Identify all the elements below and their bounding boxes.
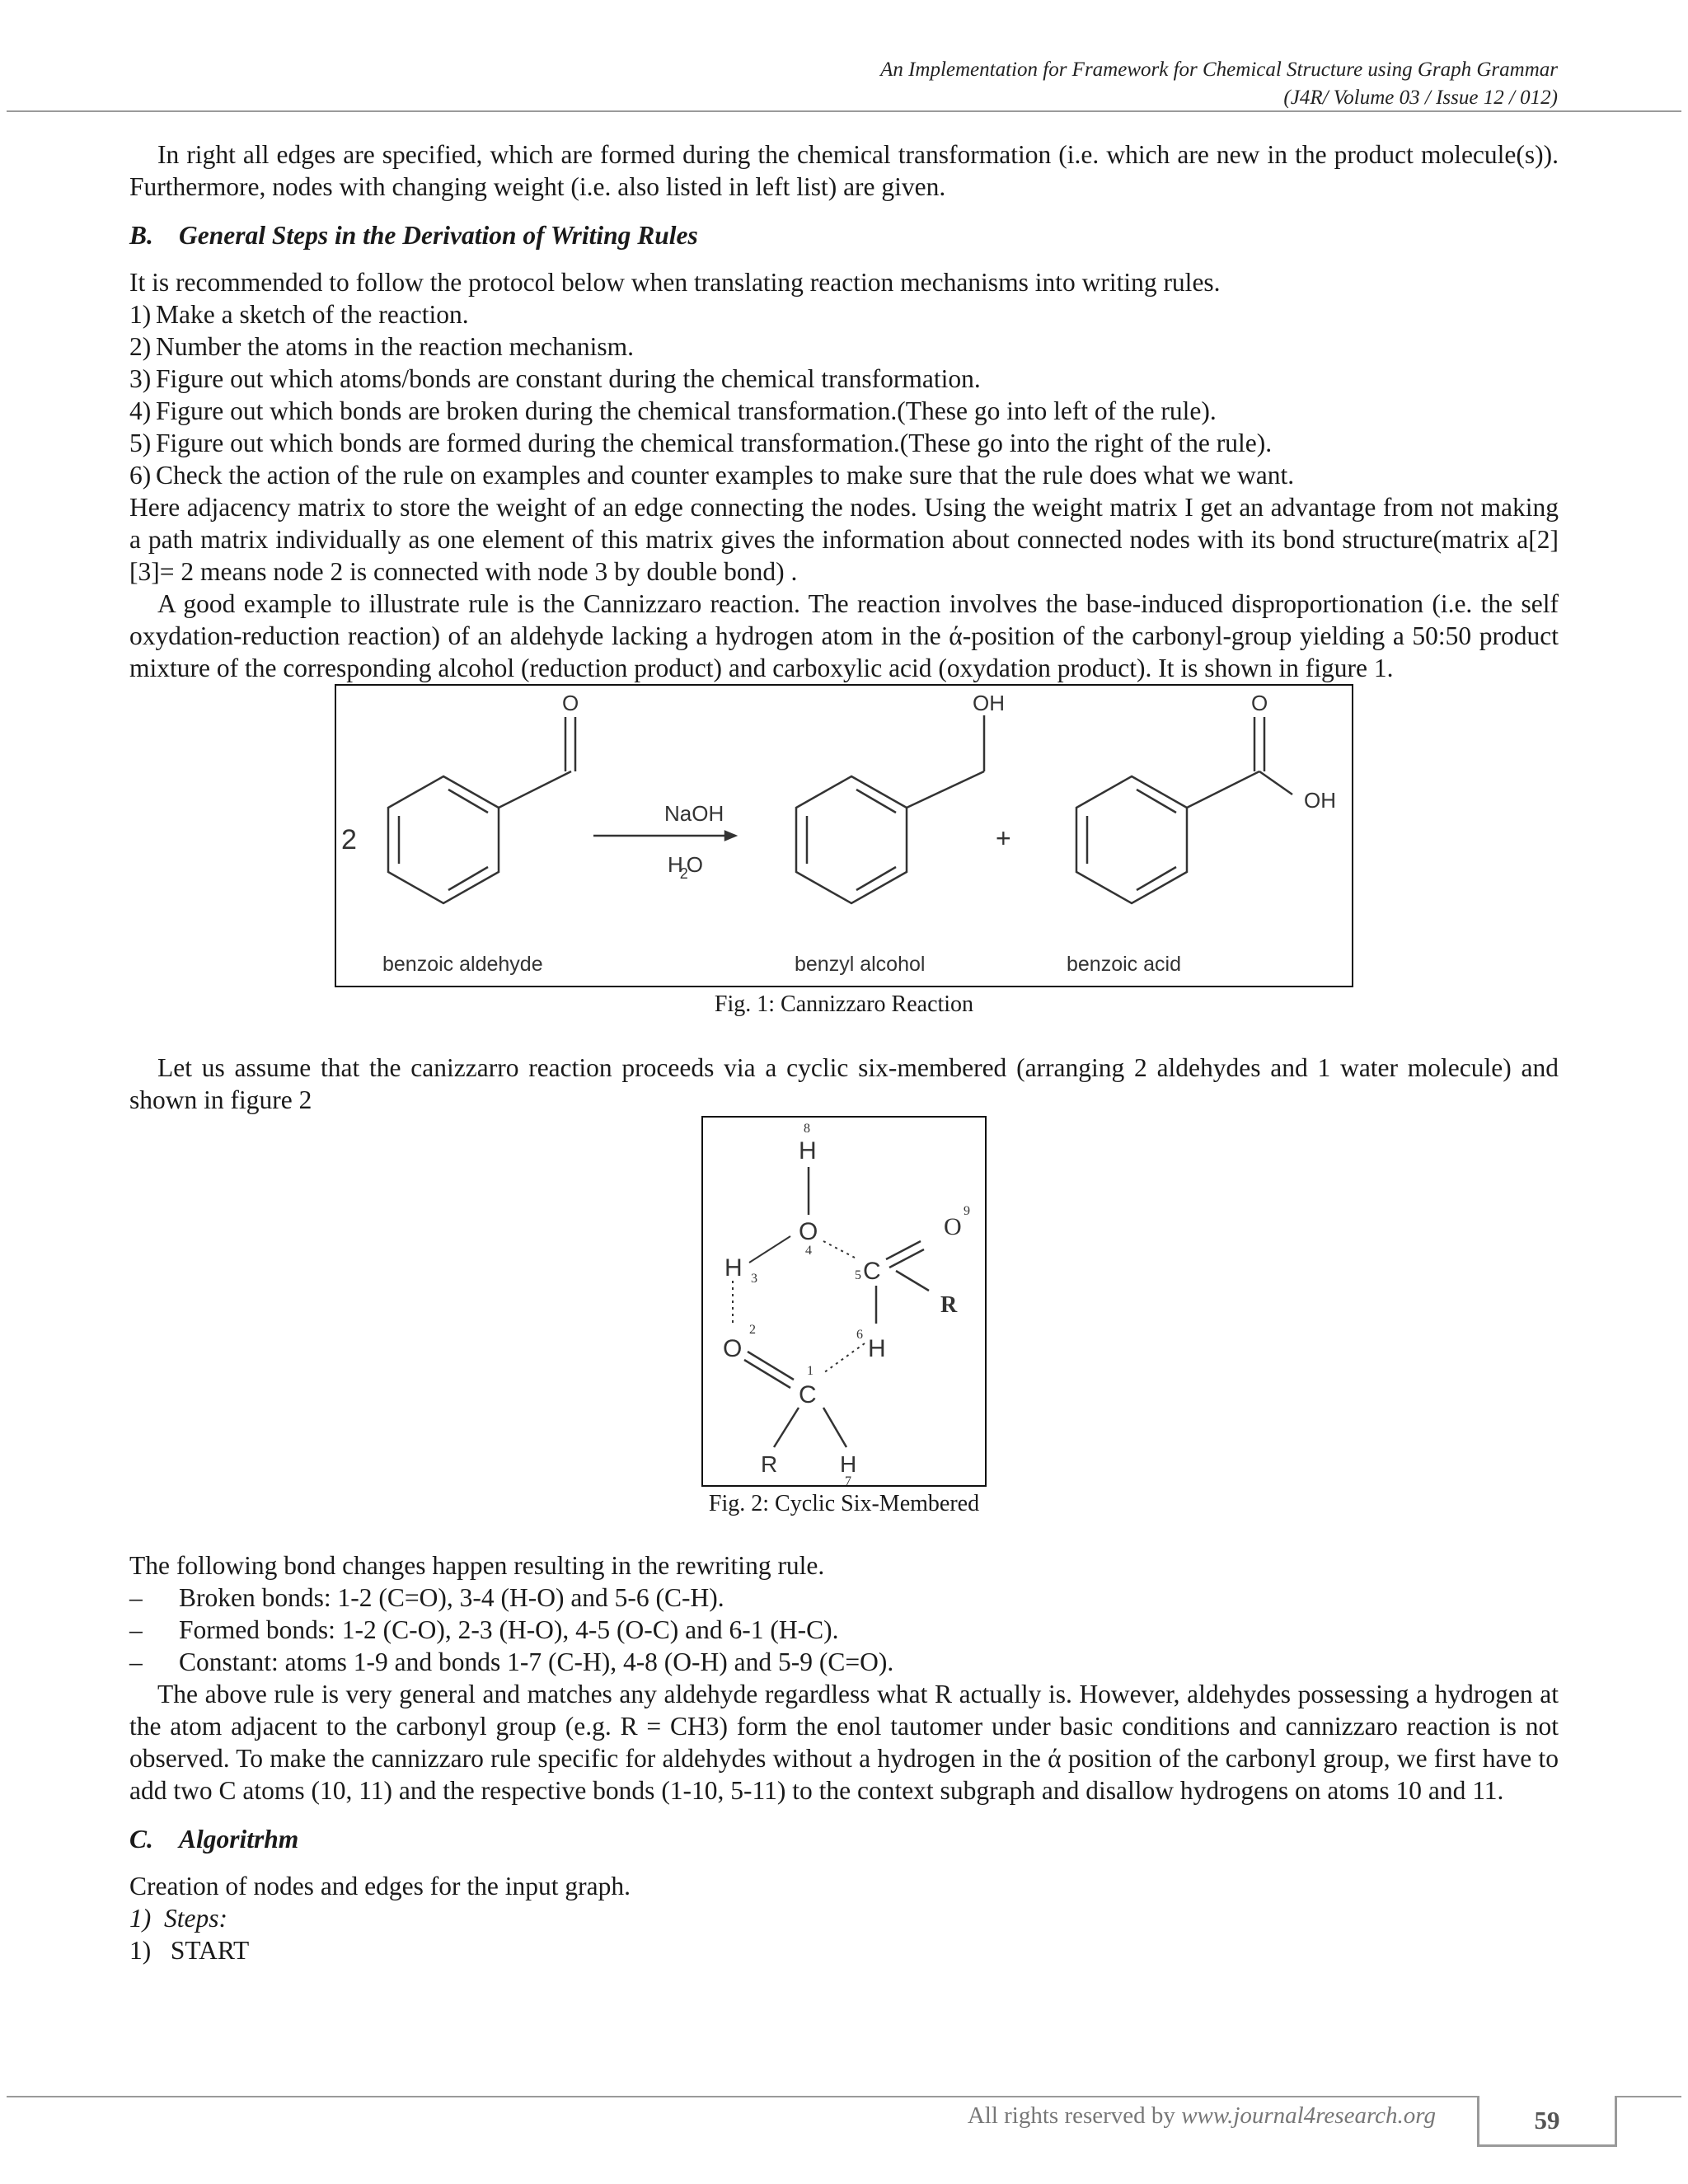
atom-number-9: 9 [964, 1204, 970, 1218]
compound-label-benzyl-alcohol: benzyl alcohol [795, 953, 926, 976]
paragraph-bonds: The following bond changes happen resulting in the rewriting rule. [129, 1551, 825, 1580]
footer-divider-right [1617, 2096, 1681, 2097]
footer-rights-text: All rights reserved by [967, 2102, 1182, 2129]
atom-label-c5: C [863, 1258, 881, 1285]
section-number: C. [129, 1825, 153, 1854]
list-item [129, 363, 1559, 395]
figure-cannizzaro-reaction [335, 684, 1353, 987]
list-item [129, 395, 1559, 427]
list-number: 2) [129, 332, 152, 361]
list-dash: – [129, 1647, 143, 1676]
list-item [129, 1582, 1559, 1614]
list-text: Figure out which atoms/bonds are constant during the chemical transformation. [156, 364, 981, 393]
figure-caption-1: Fig. 1: Cannizzaro Reaction [714, 991, 974, 1017]
benzene-ring-1 [388, 776, 499, 903]
paragraph-creation: Creation of nodes and edges for the input graph. [129, 1872, 631, 1900]
list-item [129, 330, 1559, 363]
atom-label-o: O [562, 691, 579, 715]
list-item [129, 298, 1559, 330]
list-number: 6) [129, 461, 152, 490]
running-header [880, 56, 1558, 112]
figure-cyclic-six-membered [701, 1116, 987, 1487]
list-text: Formed bonds: 1-2 (C-O), 2-3 (H-O), 4-5 (O-C) and 6-1 (H-C). [179, 1615, 839, 1644]
figure-caption-2: Fig. 2: Cyclic Six-Membered [708, 1491, 980, 1516]
section-title: General Steps in the Derivation of Writing Rules [179, 221, 698, 250]
reagent-label: NaOH [664, 801, 724, 826]
substituent-label-r2: R [761, 1451, 778, 1477]
page-body [129, 138, 1559, 1966]
atom-number-8: 8 [804, 1122, 810, 1136]
footer-rights [968, 2097, 1436, 2134]
reaction-scheme [336, 686, 1352, 986]
list-dash: – [129, 1583, 143, 1612]
atom-label-o2: O [723, 1335, 743, 1362]
compound-label-benzoic-acid: benzoic acid [1067, 953, 1181, 976]
list-number: 1) [129, 300, 152, 329]
paragraph-protocol: It is recommended to follow the protocol below when translating reaction mechanisms into writing rules. [129, 268, 1221, 297]
benzene-ring-2 [796, 776, 907, 903]
list-item [129, 1646, 1559, 1678]
atom-label-o4: O [799, 1218, 818, 1245]
bond-changes-list [129, 1582, 1559, 1678]
list-item [129, 427, 1559, 459]
atom-number-2: 2 [749, 1323, 756, 1337]
cyclic-mechanism-diagram [703, 1118, 985, 1485]
list-text: Constant: atoms 1-9 and bonds 1-7 (C-H), 4-8 (O-H) and 5-9 (C=O). [179, 1647, 894, 1676]
atom-label-h7: H [840, 1451, 857, 1477]
subsection-title: Steps: [164, 1904, 227, 1933]
page-number: 59 [1477, 2096, 1617, 2147]
atom-number-1: 1 [807, 1364, 814, 1378]
header-issue: (J4R/ Volume 03 / Issue 12 / 012) [1283, 87, 1558, 109]
header-title: An Implementation for Framework for Chemical Structure using Graph Grammar [880, 59, 1558, 81]
list-text: Make a sketch of the reaction. [156, 300, 469, 329]
atom-label-o: O [1251, 691, 1268, 715]
header-divider [7, 110, 1681, 112]
protocol-steps-list [129, 298, 1559, 491]
list-number: 3) [129, 364, 152, 393]
list-item [129, 459, 1559, 491]
atom-number-3: 3 [751, 1272, 757, 1286]
algorithm-step [129, 1934, 1559, 1966]
atom-number-4: 4 [805, 1244, 812, 1258]
atom-label-o9: O [944, 1213, 962, 1240]
atom-number-5: 5 [855, 1268, 861, 1282]
atom-number-6: 6 [856, 1328, 863, 1342]
section-heading-b [129, 219, 1559, 251]
stoichiometric-coefficient: 2 [341, 824, 357, 855]
list-number: 4) [129, 396, 152, 425]
list-text: Broken bonds: 1-2 (C=O), 3-4 (H-O) and 5-6 (C-H). [179, 1583, 724, 1612]
footer-url-link[interactable]: www.journal4research.org [1181, 2102, 1436, 2129]
list-number: 5) [129, 429, 152, 457]
plus-sign: + [996, 823, 1011, 853]
list-dash: – [129, 1615, 143, 1644]
list-text: Check the action of the rule on examples and counter examples to make sure that the rule does what we want. [156, 461, 1295, 490]
paragraph-cannizzaro: A good example to illustrate rule is the Cannizzaro reaction. The reaction involves the base-induced disproportionation (i.e. the self oxydation-reduction reaction) of an aldehyde lacking a hydrogen atom in the ά-position of the carbonyl-group yielding a 50:50 product mixture of the corresponding alcohol (reduction product) and carboxylic acid (oxydation product). It is shown in figure 1. [129, 589, 1559, 682]
subsection-number: 1) [129, 1904, 152, 1933]
section-title: Algoritrhm [179, 1825, 299, 1854]
substituent-label-r1: R [940, 1292, 958, 1318]
paragraph-intro: In right all edges are specified, which are formed during the chemical transformation (i.e. which are new in the product molecule(s)). Furthermore, nodes with changing weight (i.e. also listed in left list) are given. [129, 140, 1559, 201]
atom-number-7: 7 [845, 1474, 851, 1485]
list-text: Number the atoms in the reaction mechanism. [156, 332, 634, 361]
step-text: START [170, 1936, 250, 1965]
solvent-label: H2O [668, 852, 704, 882]
atom-label-h8: H [799, 1137, 817, 1165]
step-number: 1) [129, 1936, 152, 1965]
paragraph-general: The above rule is very general and matches any aldehyde regardless what R actually is. However, aldehydes possessing a hydrogen at the atom adjacent to the carbonyl group (e.g. R = CH3) form the enol tautomer under basic conditions and cannizzaro reaction is not observed. To make the cannizzaro rule specific for aldehydes without a hydrogen in the ά position of the carbonyl group, we first have to add two C atoms (10, 11) and the respective bonds (1-10, 5-11) to the context subgraph and disallow hydrogens on atoms 10 and 11. [129, 1680, 1559, 1805]
atom-label-h6: H [868, 1335, 886, 1362]
subsection-steps [129, 1902, 1559, 1934]
list-text: Figure out which bonds are formed during the chemical transformation.(These go into the right of the rule). [156, 429, 1273, 457]
section-heading-c [129, 1823, 1559, 1855]
atom-label-h3: H [724, 1254, 743, 1282]
benzene-ring-3 [1076, 776, 1187, 903]
section-number: B. [129, 221, 153, 250]
compound-label-benzoic-aldehyde: benzoic aldehyde [382, 953, 543, 976]
paragraph-matrix: Here adjacency matrix to store the weight of an edge connecting the nodes. Using the weight matrix I get an advantage from not making a path matrix individually as one element of this matrix gives the information about connected nodes with its bond structure(matrix a[2][3]= 2 means node 2 is connected with node 3 by double bond) . [129, 493, 1559, 586]
atom-label-c1: C [799, 1381, 817, 1408]
list-text: Figure out which bonds are broken during the chemical transformation.(These go into left of the rule). [156, 396, 1217, 425]
atom-label-oh: OH [973, 691, 1005, 715]
atom-label-oh: OH [1304, 788, 1336, 813]
paragraph-assume: Let us assume that the canizzarro reaction proceeds via a cyclic six-membered (arranging 2 aldehydes and 1 water molecule) and shown in figure 2 [129, 1053, 1559, 1114]
list-item [129, 1614, 1559, 1646]
